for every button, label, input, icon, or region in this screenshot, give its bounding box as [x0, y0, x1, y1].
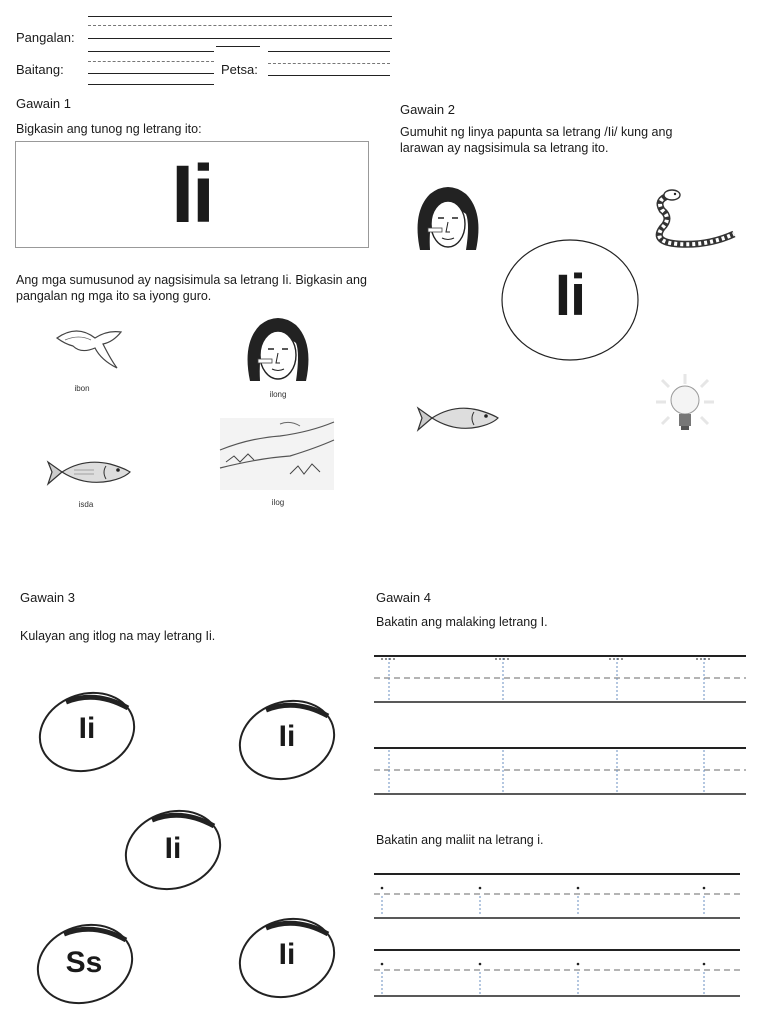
header-rule	[88, 16, 392, 17]
activity-1-instruction: Bigkasin ang tunog ng letrang ito:	[16, 122, 202, 136]
caption-ilong: ilong	[269, 390, 287, 399]
activity-4-instruction-lower: Bakatin ang maliit na letrang i.	[376, 833, 544, 847]
caption-isda: isda	[78, 500, 94, 509]
activity-1-instruction-2: Ang mga sumusunod ay nagsisimula sa letrang Ii. Bigkasin ang pangalan ng mga ito sa iyong guro.	[16, 273, 367, 303]
activity-2-instruction: Gumuhit ng linya papunta sa letrang /Ii/ kung ang larawan ay nagsisimula sa letrang ito.	[400, 125, 673, 155]
activity-4-instruction-upper: Bakatin ang malaking letrang I.	[376, 615, 548, 629]
letter-box	[15, 141, 369, 248]
egg[interactable]	[36, 690, 138, 774]
activity-1-title: Gawain 1	[16, 96, 71, 111]
name-field-line[interactable]	[268, 51, 390, 52]
header-rule	[88, 25, 392, 26]
date-field[interactable]	[268, 75, 390, 76]
tracing-row-lowercase[interactable]	[374, 870, 748, 924]
woman-face-icon	[240, 313, 316, 385]
activity-2-title: Gawain 2	[400, 102, 455, 117]
egg-letter: Ii	[78, 712, 96, 745]
activity-3-title: Gawain 3	[20, 590, 75, 605]
egg-letter: Ii	[278, 720, 296, 753]
big-letter: Ii	[171, 149, 213, 240]
bird-icon	[55, 320, 125, 372]
activity-4-title: Gawain 4	[376, 590, 431, 605]
river-icon	[220, 418, 334, 490]
egg-letter: Ii	[164, 832, 182, 865]
tracing-row-uppercase[interactable]	[374, 744, 748, 798]
grade-field-line[interactable]	[88, 84, 214, 85]
grade-field[interactable]	[88, 73, 214, 74]
egg[interactable]	[236, 698, 338, 782]
target-letter: Ii	[554, 263, 586, 328]
grade-field-guide	[88, 61, 214, 62]
grade-label: Baitang:	[16, 62, 64, 77]
egg[interactable]	[236, 916, 338, 1000]
date-label: Petsa:	[221, 62, 258, 77]
caption-ibon: ibon	[74, 384, 90, 393]
tracing-row-lowercase[interactable]	[374, 946, 748, 1002]
egg-letter: Ss	[65, 946, 103, 979]
activity-3-instruction: Kulayan ang itlog na may letrang Ii.	[20, 629, 216, 643]
caption-ilog: ilog	[271, 498, 285, 507]
name-field-line[interactable]	[216, 46, 260, 47]
snake-icon	[648, 186, 740, 250]
egg[interactable]	[34, 922, 136, 1006]
lightbulb-icon	[648, 372, 722, 440]
date-field-guide	[268, 63, 390, 64]
fish-icon	[414, 402, 500, 434]
woman-face-icon	[412, 184, 484, 252]
egg-letter: Ii	[278, 938, 296, 971]
egg[interactable]	[122, 808, 224, 892]
tracing-row-uppercase[interactable]	[374, 652, 748, 706]
name-field[interactable]	[88, 38, 392, 39]
name-label: Pangalan:	[16, 30, 75, 45]
name-field-line[interactable]	[88, 51, 214, 52]
fish-icon	[44, 456, 132, 488]
